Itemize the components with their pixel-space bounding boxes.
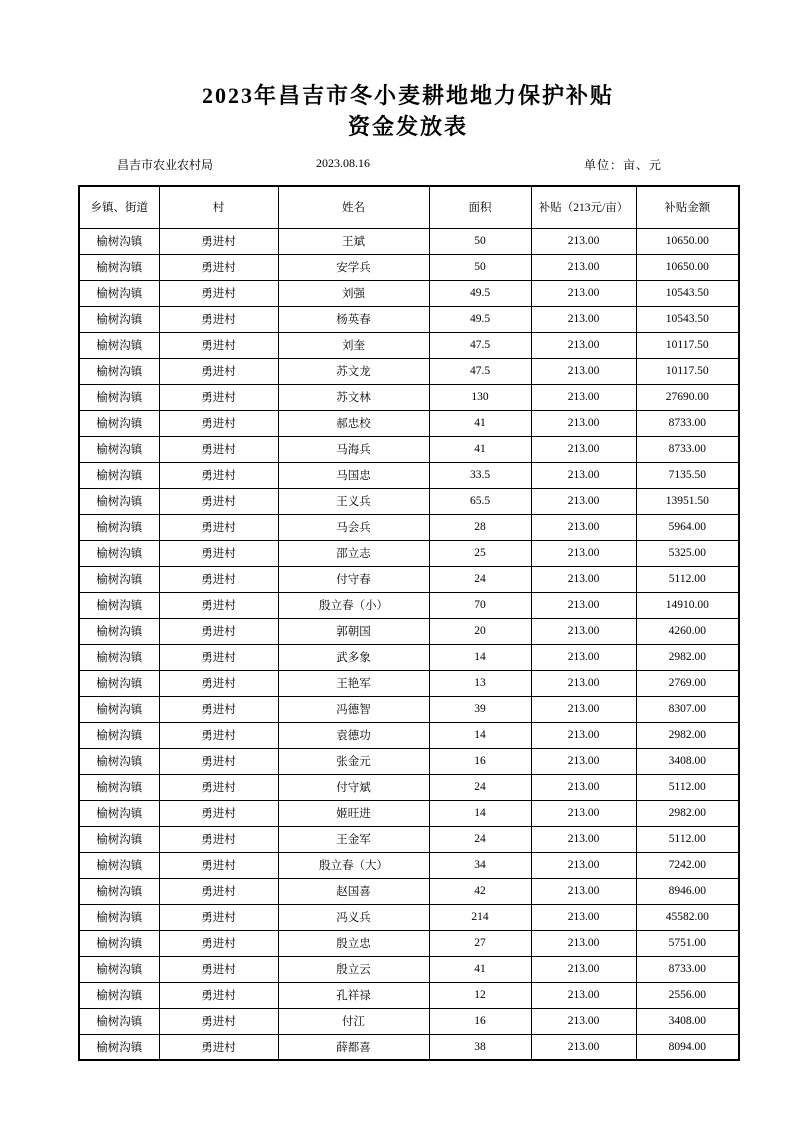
- table-row: [79, 930, 739, 956]
- cell-town: 榆树沟镇: [79, 982, 159, 1008]
- cell-town: 榆树沟镇: [79, 644, 159, 670]
- cell-area: 34: [429, 852, 531, 878]
- cell-village: 勇进村: [159, 332, 278, 358]
- cell-name: 冯义兵: [278, 904, 429, 930]
- cell-town: 榆树沟镇: [79, 826, 159, 852]
- cell-amount: 13951.50: [636, 488, 739, 514]
- cell-rate: 213.00: [531, 358, 636, 384]
- cell-area: 24: [429, 826, 531, 852]
- cell-village: 勇进村: [159, 358, 278, 384]
- table-row: [79, 1008, 739, 1034]
- table-row: [79, 618, 739, 644]
- cell-town: 榆树沟镇: [79, 930, 159, 956]
- cell-area: 70: [429, 592, 531, 618]
- cell-rate: 213.00: [531, 410, 636, 436]
- cell-rate: 213.00: [531, 566, 636, 592]
- cell-area: 24: [429, 774, 531, 800]
- title-line-2: 资金发放表: [347, 114, 468, 139]
- cell-amount: 8733.00: [636, 956, 739, 982]
- cell-name: 付守斌: [278, 774, 429, 800]
- table-row: [79, 306, 739, 332]
- cell-village: 勇进村: [159, 826, 278, 852]
- table-row: [79, 774, 739, 800]
- title-line-1: 2023年昌吉市冬小麦耕地地力保护补贴: [201, 83, 614, 108]
- table-row: [79, 410, 739, 436]
- cell-name: 薛都喜: [278, 1034, 429, 1060]
- cell-town: 榆树沟镇: [79, 488, 159, 514]
- cell-amount: 5112.00: [636, 774, 739, 800]
- cell-amount: 14910.00: [636, 592, 739, 618]
- unit-label: 单位：亩、元: [583, 158, 662, 172]
- table-row: [79, 644, 739, 670]
- cell-rate: 213.00: [531, 826, 636, 852]
- cell-town: 榆树沟镇: [79, 332, 159, 358]
- header-name: 姓名: [278, 186, 429, 228]
- table-row: [79, 358, 739, 384]
- cell-name: 付江: [278, 1008, 429, 1034]
- cell-rate: 213.00: [531, 956, 636, 982]
- table-row: [79, 800, 739, 826]
- cell-rate: 213.00: [531, 280, 636, 306]
- cell-village: 勇进村: [159, 1008, 278, 1034]
- cell-area: 25: [429, 540, 531, 566]
- cell-area: 42: [429, 878, 531, 904]
- cell-name: 苏文龙: [278, 358, 429, 384]
- cell-area: 39: [429, 696, 531, 722]
- cell-town: 榆树沟镇: [79, 722, 159, 748]
- cell-rate: 213.00: [531, 852, 636, 878]
- cell-town: 榆树沟镇: [79, 878, 159, 904]
- table-row: [79, 228, 739, 254]
- cell-area: 12: [429, 982, 531, 1008]
- cell-amount: 10650.00: [636, 254, 739, 280]
- cell-village: 勇进村: [159, 436, 278, 462]
- cell-area: 14: [429, 800, 531, 826]
- cell-area: 47.5: [429, 358, 531, 384]
- cell-amount: 8946.00: [636, 878, 739, 904]
- cell-amount: 2982.00: [636, 800, 739, 826]
- cell-amount: 5751.00: [636, 930, 739, 956]
- cell-village: 勇进村: [159, 722, 278, 748]
- cell-village: 勇进村: [159, 670, 278, 696]
- cell-village: 勇进村: [159, 956, 278, 982]
- cell-amount: 10650.00: [636, 228, 739, 254]
- cell-area: 41: [429, 436, 531, 462]
- cell-amount: 45582.00: [636, 904, 739, 930]
- cell-rate: 213.00: [531, 878, 636, 904]
- table-row: [79, 696, 739, 722]
- table-row: [79, 566, 739, 592]
- cell-name: 郭朝国: [278, 618, 429, 644]
- cell-amount: 10117.50: [636, 358, 739, 384]
- cell-village: 勇进村: [159, 306, 278, 332]
- cell-village: 勇进村: [159, 592, 278, 618]
- cell-name: 冯德智: [278, 696, 429, 722]
- table-row: [79, 670, 739, 696]
- cell-name: 邵立志: [278, 540, 429, 566]
- header-area: 面积: [429, 186, 531, 228]
- cell-area: 20: [429, 618, 531, 644]
- cell-name: 王义兵: [278, 488, 429, 514]
- cell-name: 马会兵: [278, 514, 429, 540]
- cell-rate: 213.00: [531, 254, 636, 280]
- cell-town: 榆树沟镇: [79, 670, 159, 696]
- cell-town: 榆树沟镇: [79, 774, 159, 800]
- cell-amount: 8733.00: [636, 436, 739, 462]
- cell-area: 50: [429, 254, 531, 280]
- cell-village: 勇进村: [159, 514, 278, 540]
- table-row: [79, 748, 739, 774]
- cell-village: 勇进村: [159, 800, 278, 826]
- cell-area: 27: [429, 930, 531, 956]
- table-row: [79, 956, 739, 982]
- cell-area: 16: [429, 1008, 531, 1034]
- table-row: [79, 254, 739, 280]
- cell-village: 勇进村: [159, 644, 278, 670]
- cell-rate: 213.00: [531, 774, 636, 800]
- cell-name: 殷立春（大）: [278, 852, 429, 878]
- cell-name: 马国忠: [278, 462, 429, 488]
- cell-name: 苏文林: [278, 384, 429, 410]
- header-village: 村: [159, 186, 278, 228]
- cell-town: 榆树沟镇: [79, 462, 159, 488]
- cell-village: 勇进村: [159, 488, 278, 514]
- cell-rate: 213.00: [531, 696, 636, 722]
- subsidy-table: [78, 185, 740, 1061]
- cell-village: 勇进村: [159, 852, 278, 878]
- cell-village: 勇进村: [159, 618, 278, 644]
- cell-town: 榆树沟镇: [79, 1008, 159, 1034]
- cell-rate: 213.00: [531, 462, 636, 488]
- cell-name: 殷立春（小）: [278, 592, 429, 618]
- cell-name: 殷立云: [278, 956, 429, 982]
- cell-town: 榆树沟镇: [79, 696, 159, 722]
- cell-name: 王金军: [278, 826, 429, 852]
- cell-rate: 213.00: [531, 904, 636, 930]
- cell-town: 榆树沟镇: [79, 228, 159, 254]
- cell-village: 勇进村: [159, 384, 278, 410]
- table-row: [79, 384, 739, 410]
- cell-amount: 7135.50: [636, 462, 739, 488]
- cell-name: 袁德功: [278, 722, 429, 748]
- header-town: 乡镇、街道: [79, 186, 159, 228]
- cell-amount: 27690.00: [636, 384, 739, 410]
- table-row: [79, 488, 739, 514]
- cell-town: 榆树沟镇: [79, 852, 159, 878]
- cell-town: 榆树沟镇: [79, 358, 159, 384]
- table-row: [79, 1034, 739, 1060]
- issuer-label: 昌吉市农业农村局: [117, 158, 214, 172]
- cell-name: 姬旺进: [278, 800, 429, 826]
- table-row: [79, 540, 739, 566]
- cell-area: 14: [429, 722, 531, 748]
- cell-village: 勇进村: [159, 930, 278, 956]
- cell-village: 勇进村: [159, 462, 278, 488]
- table-row: [79, 826, 739, 852]
- cell-rate: 213.00: [531, 982, 636, 1008]
- cell-amount: 10543.50: [636, 306, 739, 332]
- cell-town: 榆树沟镇: [79, 1034, 159, 1060]
- cell-area: 28: [429, 514, 531, 540]
- cell-amount: 10117.50: [636, 332, 739, 358]
- cell-village: 勇进村: [159, 1034, 278, 1060]
- cell-amount: 10543.50: [636, 280, 739, 306]
- cell-village: 勇进村: [159, 904, 278, 930]
- cell-rate: 213.00: [531, 332, 636, 358]
- cell-area: 47.5: [429, 332, 531, 358]
- cell-area: 214: [429, 904, 531, 930]
- cell-area: 16: [429, 748, 531, 774]
- meta-row: [78, 156, 738, 174]
- cell-rate: 213.00: [531, 670, 636, 696]
- cell-area: 13: [429, 670, 531, 696]
- cell-village: 勇进村: [159, 540, 278, 566]
- cell-town: 榆树沟镇: [79, 800, 159, 826]
- cell-rate: 213.00: [531, 748, 636, 774]
- cell-rate: 213.00: [531, 644, 636, 670]
- cell-town: 榆树沟镇: [79, 956, 159, 982]
- cell-rate: 213.00: [531, 800, 636, 826]
- cell-town: 榆树沟镇: [79, 748, 159, 774]
- cell-area: 24: [429, 566, 531, 592]
- cell-rate: 213.00: [531, 384, 636, 410]
- cell-name: 张金元: [278, 748, 429, 774]
- cell-rate: 213.00: [531, 228, 636, 254]
- cell-rate: 213.00: [531, 306, 636, 332]
- table-row: [79, 592, 739, 618]
- cell-town: 榆树沟镇: [79, 592, 159, 618]
- cell-name: 马海兵: [278, 436, 429, 462]
- cell-rate: 213.00: [531, 592, 636, 618]
- cell-amount: 3408.00: [636, 748, 739, 774]
- cell-town: 榆树沟镇: [79, 254, 159, 280]
- cell-area: 33.5: [429, 462, 531, 488]
- table-row: [79, 462, 739, 488]
- cell-area: 41: [429, 410, 531, 436]
- cell-rate: 213.00: [531, 930, 636, 956]
- cell-name: 杨英春: [278, 306, 429, 332]
- cell-amount: 5112.00: [636, 566, 739, 592]
- cell-amount: 8733.00: [636, 410, 739, 436]
- cell-name: 武多象: [278, 644, 429, 670]
- table-row: [79, 878, 739, 904]
- cell-rate: 213.00: [531, 1034, 636, 1060]
- cell-amount: 2982.00: [636, 722, 739, 748]
- cell-town: 榆树沟镇: [79, 904, 159, 930]
- cell-village: 勇进村: [159, 774, 278, 800]
- cell-name: 刘强: [278, 280, 429, 306]
- cell-town: 榆树沟镇: [79, 566, 159, 592]
- cell-village: 勇进村: [159, 280, 278, 306]
- table-body: [79, 228, 739, 1060]
- cell-area: 38: [429, 1034, 531, 1060]
- table-row: [79, 904, 739, 930]
- cell-name: 王艳军: [278, 670, 429, 696]
- page-title: [78, 80, 738, 142]
- cell-name: 王斌: [278, 228, 429, 254]
- cell-village: 勇进村: [159, 410, 278, 436]
- cell-town: 榆树沟镇: [79, 410, 159, 436]
- cell-area: 49.5: [429, 306, 531, 332]
- cell-name: 刘奎: [278, 332, 429, 358]
- cell-amount: 2982.00: [636, 644, 739, 670]
- cell-village: 勇进村: [159, 878, 278, 904]
- cell-village: 勇进村: [159, 228, 278, 254]
- cell-rate: 213.00: [531, 722, 636, 748]
- table-row: [79, 514, 739, 540]
- cell-amount: 5964.00: [636, 514, 739, 540]
- cell-rate: 213.00: [531, 1008, 636, 1034]
- cell-town: 榆树沟镇: [79, 280, 159, 306]
- table-row: [79, 852, 739, 878]
- cell-amount: 5325.00: [636, 540, 739, 566]
- cell-village: 勇进村: [159, 982, 278, 1008]
- cell-amount: 2556.00: [636, 982, 739, 1008]
- cell-town: 榆树沟镇: [79, 540, 159, 566]
- cell-name: 安学兵: [278, 254, 429, 280]
- cell-town: 榆树沟镇: [79, 514, 159, 540]
- cell-area: 50: [429, 228, 531, 254]
- table-header-row: [79, 186, 739, 228]
- cell-area: 49.5: [429, 280, 531, 306]
- cell-village: 勇进村: [159, 748, 278, 774]
- cell-village: 勇进村: [159, 254, 278, 280]
- cell-rate: 213.00: [531, 488, 636, 514]
- table-row: [79, 722, 739, 748]
- cell-amount: 4260.00: [636, 618, 739, 644]
- cell-rate: 213.00: [531, 540, 636, 566]
- cell-rate: 213.00: [531, 514, 636, 540]
- cell-name: 赵国喜: [278, 878, 429, 904]
- cell-amount: 8307.00: [636, 696, 739, 722]
- table-row: [79, 436, 739, 462]
- header-amount: 补贴金额: [636, 186, 739, 228]
- cell-rate: 213.00: [531, 436, 636, 462]
- cell-amount: 3408.00: [636, 1008, 739, 1034]
- cell-name: 殷立忠: [278, 930, 429, 956]
- cell-rate: 213.00: [531, 618, 636, 644]
- cell-village: 勇进村: [159, 696, 278, 722]
- cell-village: 勇进村: [159, 566, 278, 592]
- report-date: 2023.08.16: [316, 156, 370, 170]
- cell-town: 榆树沟镇: [79, 436, 159, 462]
- cell-town: 榆树沟镇: [79, 306, 159, 332]
- cell-area: 14: [429, 644, 531, 670]
- cell-name: 郝忠校: [278, 410, 429, 436]
- table-row: [79, 982, 739, 1008]
- header-rate: 补贴（213元/亩）: [531, 186, 636, 228]
- cell-area: 130: [429, 384, 531, 410]
- cell-amount: 7242.00: [636, 852, 739, 878]
- cell-amount: 5112.00: [636, 826, 739, 852]
- cell-name: 孔祥禄: [278, 982, 429, 1008]
- cell-name: 付守春: [278, 566, 429, 592]
- cell-town: 榆树沟镇: [79, 618, 159, 644]
- document-content: [78, 0, 738, 1061]
- cell-town: 榆树沟镇: [79, 384, 159, 410]
- table-row: [79, 332, 739, 358]
- table-row: [79, 280, 739, 306]
- cell-area: 41: [429, 956, 531, 982]
- cell-amount: 2769.00: [636, 670, 739, 696]
- cell-amount: 8094.00: [636, 1034, 739, 1060]
- cell-area: 65.5: [429, 488, 531, 514]
